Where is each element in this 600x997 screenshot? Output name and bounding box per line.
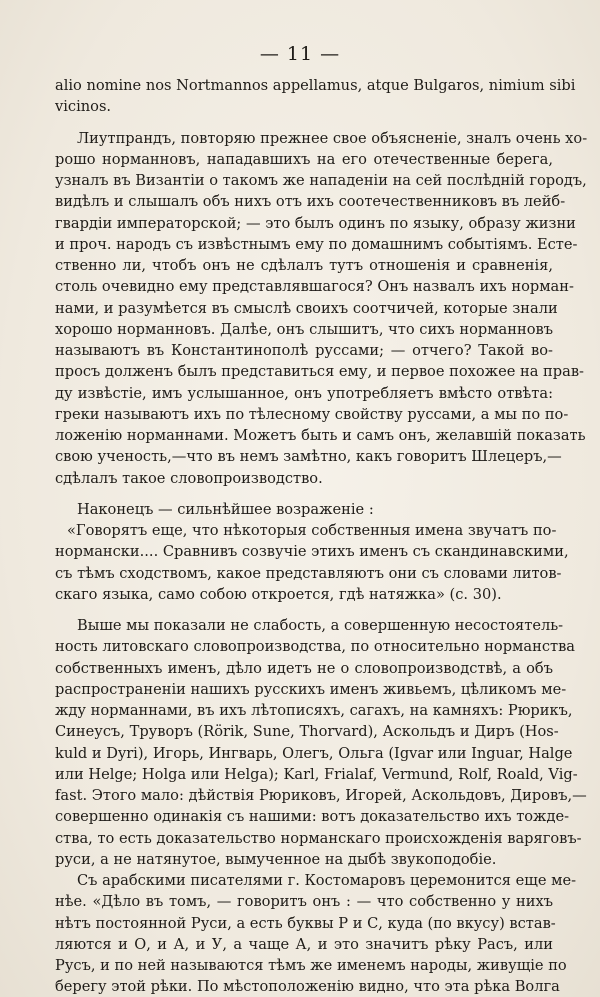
text-line: распространеніи нашихъ русскихъ именъ живьемъ, цѣликомъ ме- <box>55 680 567 698</box>
text-line: хорошо норманновъ. Далѣе, онъ слышитъ, что сихъ норманновъ <box>55 320 553 338</box>
text-line: просъ долженъ былъ представиться ему, и первое похожее на прав- <box>55 363 584 381</box>
text-line: Наконецъ — сильнѣйшее возраженіе : <box>77 500 374 518</box>
text-line: и проч. народъ съ извѣстнымъ ему по домашнимъ событіямъ. Есте- <box>55 235 578 253</box>
page-number: — 11 — <box>259 43 341 65</box>
text-line: свою ученость,—что въ немъ замѣтно, какъ говоритъ Шлецеръ,— <box>55 448 562 466</box>
text-line: гвардіи императорской; — это былъ одинъ по языку, образу жизни <box>55 214 576 232</box>
text-line: vicinos. <box>55 98 112 116</box>
text-line: нами, и разумѣется въ смыслѣ своихъ соотчичей, которые знали <box>55 299 558 317</box>
text-line: Лиутпрандъ, повторяю прежнее свое объясненіе, зналъ очень хо- <box>77 129 588 147</box>
text-line: Выше мы показали не слабость, а совершенную несостоятель- <box>77 617 564 634</box>
text-line: совершенно одинакія съ нашими: вотъ доказательство ихъ тожде- <box>55 808 570 826</box>
text-line: «Говорятъ еще, что нѣкоторыя собственныя имена звучатъ по- <box>67 522 557 539</box>
text-line: греки называютъ ихъ по тѣлесному свойству руссами, а мы по по- <box>55 405 569 423</box>
text-line: съ тѣмъ сходствомъ, какое представляютъ они съ словами литов- <box>55 564 562 582</box>
text-line: ственно ли, чтобъ онъ не сдѣлалъ тутъ отношенія и сравненія, <box>55 257 553 274</box>
text-line: fast. Этого мало: дѣйствія Рюриковъ, Игорей, Аскольдовъ, Дировъ,— <box>55 787 587 804</box>
text-line: ляются и О, и А, и У, а чаще А, и это значитъ рѣку Расъ, или <box>55 935 553 953</box>
text-line: жду норманнами, въ ихъ лѣтописяхъ, сагахъ, на камняхъ: Рюрикъ, <box>55 702 573 719</box>
text-line: alio nomine nos Nortmannos appellamus, atque Bulgaros, nimium sibi <box>55 77 576 94</box>
text-line: столь очевидно ему представлявшагося? Онъ назвалъ ихъ норман- <box>55 278 574 296</box>
text-line: руси, а не натянутое, вымученное на дыбѣ звукоподобіе. <box>55 850 497 868</box>
text-line: нормански.... Сравнивъ созвучіе этихъ именъ съ скандинавскими, <box>55 543 569 561</box>
text-line: видѣлъ и слышалъ объ нихъ отъ ихъ соотечественниковъ въ лейб- <box>55 193 566 211</box>
text-line: узналъ въ Византіи о такомъ же нападеніи на сей послѣдній городъ, <box>55 172 587 189</box>
text-line: собственныхъ именъ, дѣло идетъ не о словопроизводствѣ, а объ <box>55 659 553 677</box>
text-line: Съ арабскими писателями г. Костомаровъ церемонится еще ме- <box>77 872 577 889</box>
text-line: Синеусъ, Труворъ (Rörik, Sune, Thorvard), Аскольдъ и Диръ (Hos- <box>55 723 559 741</box>
text-line: называютъ въ Константинополѣ руссами; — отчего? Такой во- <box>55 342 553 359</box>
text-line: ность литовскаго словопроизводства, по относительно норманства <box>55 638 575 656</box>
text-line: рошо норманновъ, нападавшихъ на его отечественные берега, <box>55 150 553 168</box>
text-line: kuld и Dyri), Игорь, Ингварь, Олегъ, Ольга (Igvar или Inguar, Halge <box>55 744 573 762</box>
text-line: или Helge; Holga или Helga); Karl, Frialaf, Vermund, Rolf, Roald, Vig- <box>55 765 578 783</box>
body-text <box>55 75 588 997</box>
text-line: ложенію норманнами. Можетъ быть и самъ онъ, желавшій показать <box>55 427 586 444</box>
text-line: сдѣлалъ такое словопроизводство. <box>55 469 323 487</box>
text-line: Русъ, и по ней называются тѣмъ же именемъ народы, живущіе по <box>55 957 567 974</box>
text-line: ства, то есть доказательство норманскаго происхожденія варяговъ- <box>55 829 582 847</box>
text-line: нѣе. «Дѣло въ томъ, — говоритъ онъ : — что собственно у нихъ <box>55 893 553 911</box>
text-line: скаго языка, само собою откроется, гдѣ натяжка» (с. 30). <box>55 585 502 603</box>
text-line: берегу этой рѣки. По мѣстоположенію видно, что эта рѣка Волга <box>55 978 560 996</box>
text-line: нѣтъ постоянной Руси, а есть буквы Р и С, куда (по вкусу) встав- <box>55 914 556 932</box>
text-line: ду извѣстіе, имъ услышанное, онъ употребляетъ вмѣсто отвѣта: <box>55 384 553 402</box>
